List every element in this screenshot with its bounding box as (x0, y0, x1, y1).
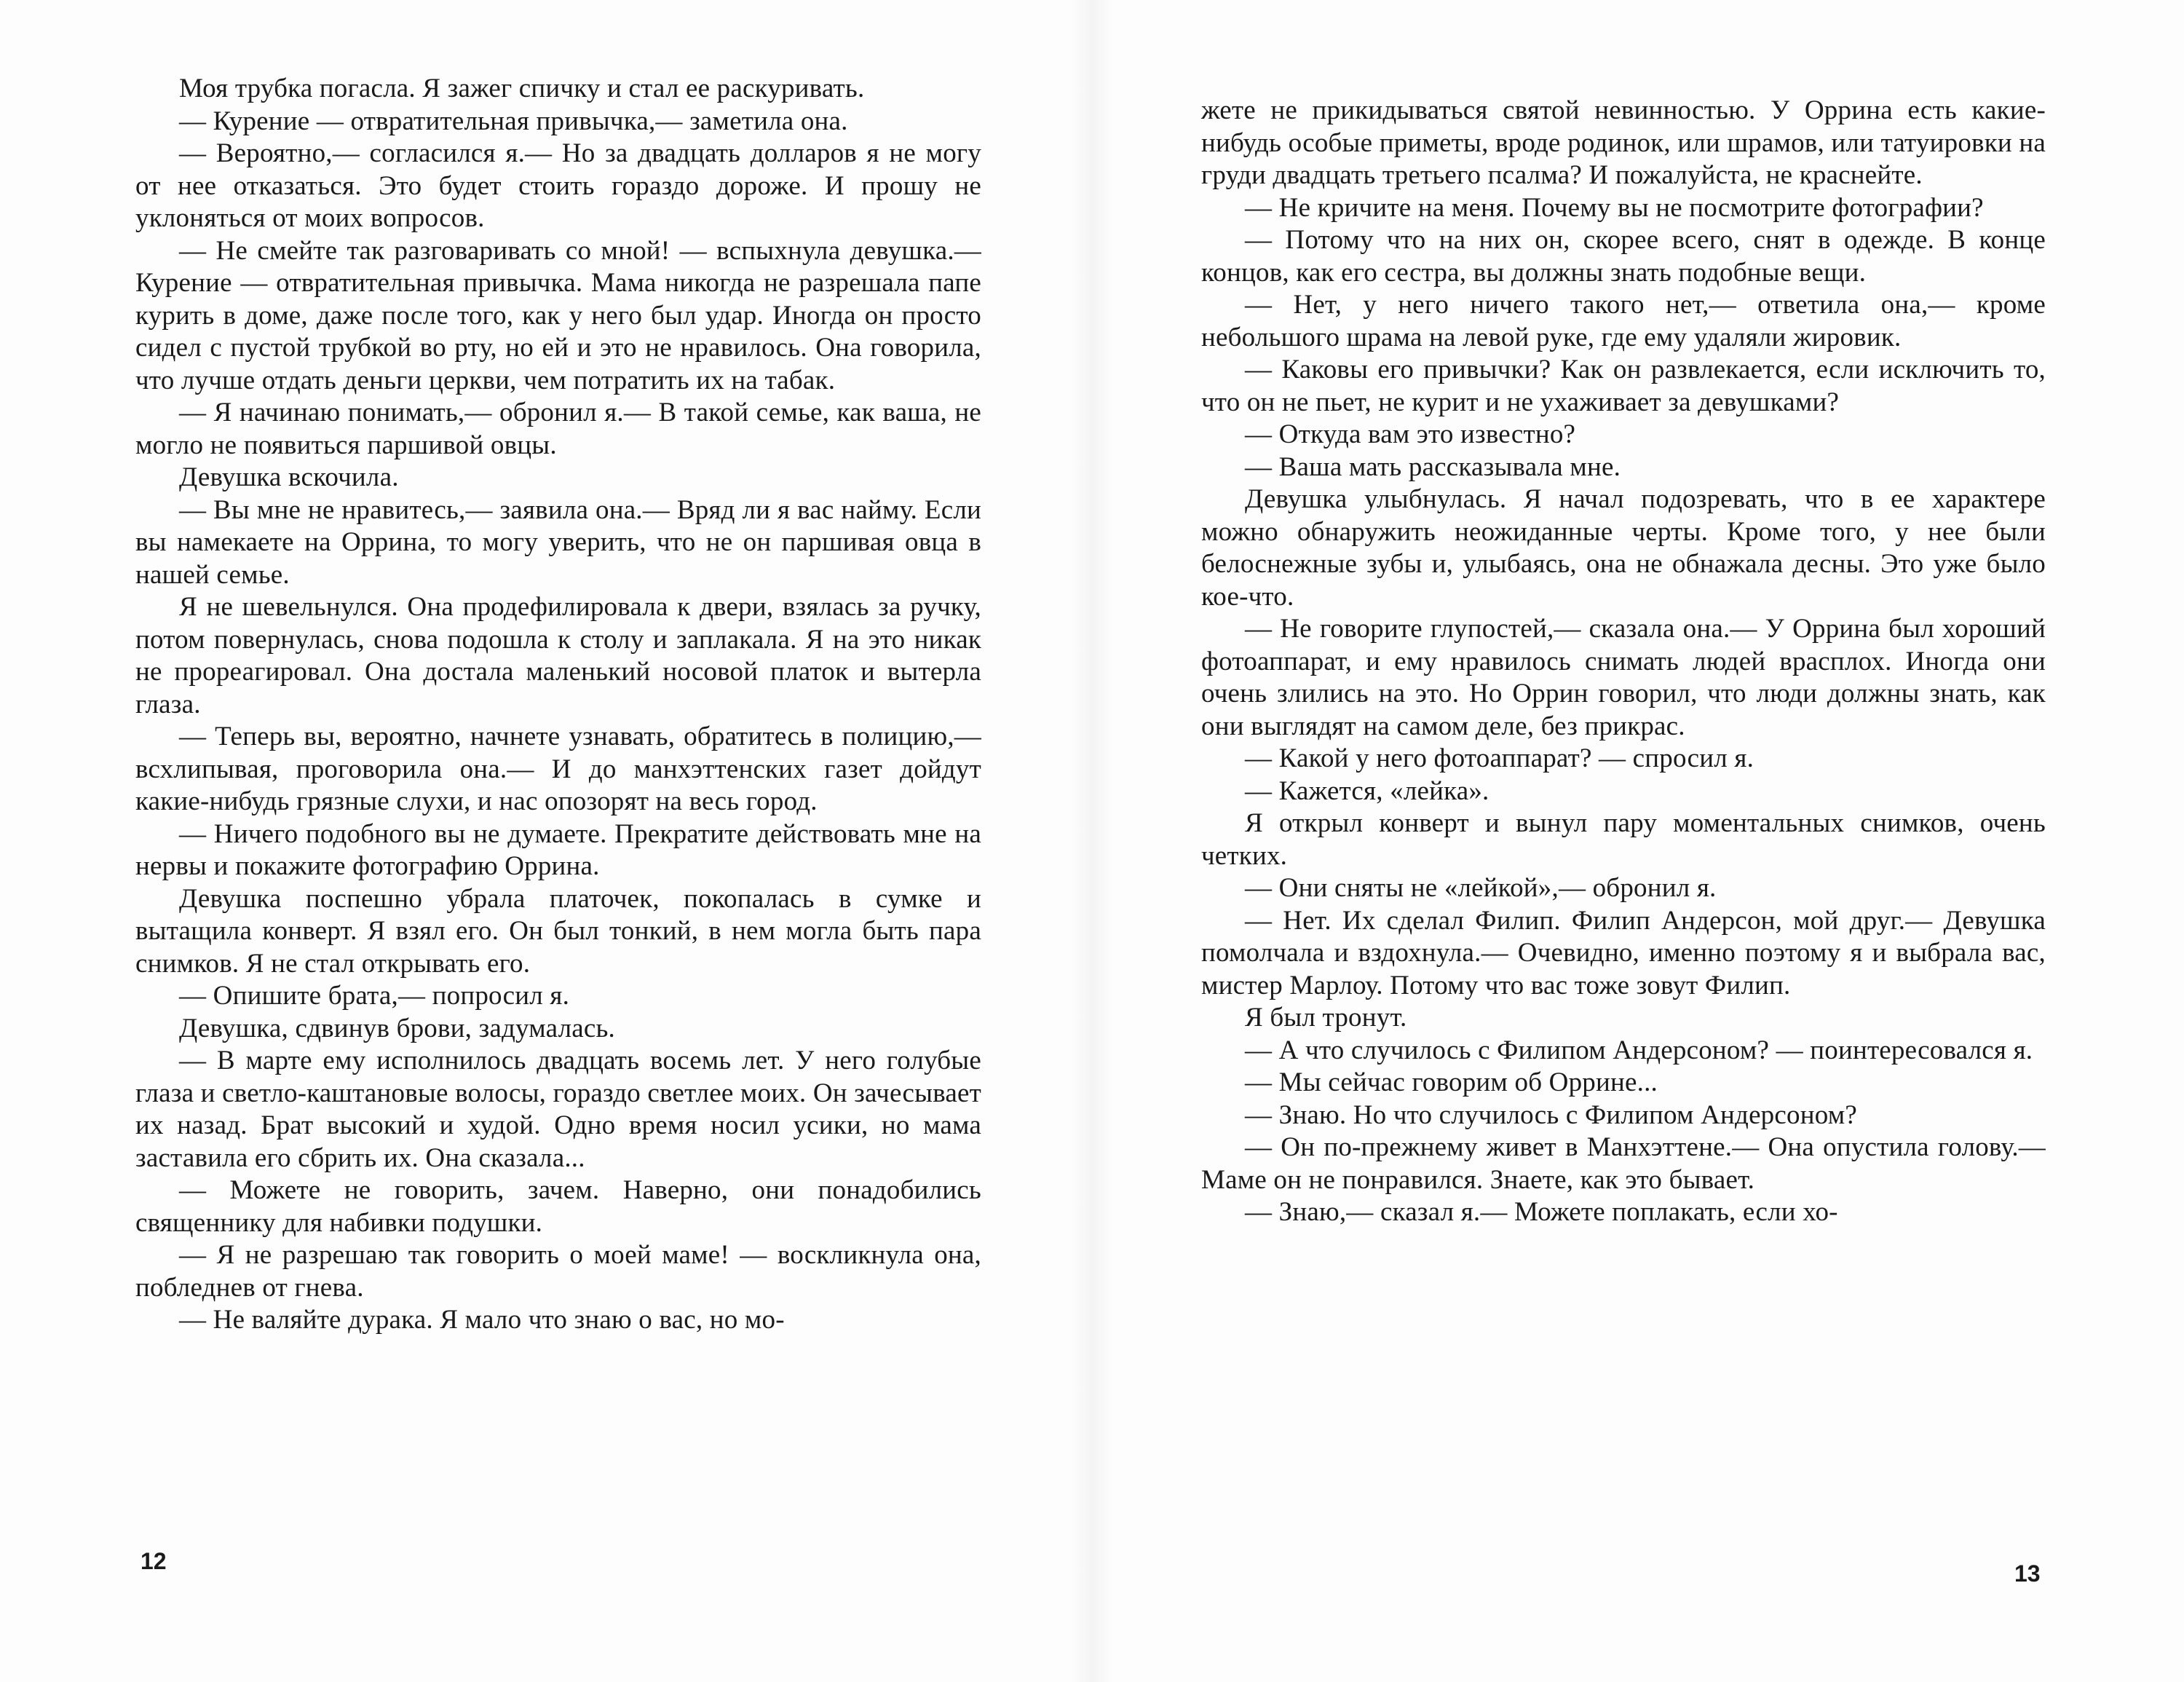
page-number-right: 13 (2014, 1560, 2041, 1587)
paragraph: — Знаю,— сказал я.— Можете поплакать, если хо- (1245, 1197, 1838, 1227)
paragraph: — Не смейте так разговаривать со мной! — вспыхнула девушка.— Курение — отвратительная привычка. Мама никогда не разрешала папе курить в доме, даже после того, как у него был удар. Иногда он просто сидел с пустой трубкой во рту, но ей и это не нравилось. Она говорила, что лучше отдать деньги церкви, чем потратить их на табак. (135, 235, 981, 395)
paragraph: Девушка, сдвинув брови, задумалась. (179, 1013, 615, 1043)
paragraph: — Я начинаю понимать,— обронил я.— В такой семье, как ваша, не могло не появиться паршивой овцы. (135, 398, 981, 460)
paragraph: — А что случилось с Филипом Андерсоном? — поинтересовался я. (1245, 1035, 2033, 1065)
paragraph: — Я не разрешаю так говорить о моей маме! — воскликнула она, побледнев от гнева. (135, 1240, 981, 1303)
paragraph: Я был тронут. (1245, 1003, 1407, 1033)
paragraph: — Не говорите глупостей,— сказала она.— У Оррина был хороший фотоаппарат, и ему нравилось снимать людей врасплох. Иногда они очень злились на это. Но Оррин говорил, что люди должны знать, как они выглядят на самом деле, без прикрас. (1201, 614, 2046, 741)
paragraph: — Не кричите на меня. Почему вы не посмотрите фотографии? (1245, 192, 1984, 223)
continued-paragraph: жете не прикидываться святой невинностью. У Оррина есть какие-нибудь особые приметы, вроде родинок, или шрамов, или татуировки на груди двадцать третьего псалма? И пожалуйста, не краснейте. (1201, 95, 2046, 190)
paragraph: Девушка улыбнулась. Я начал подозревать, что в ее характере можно обнаружить неожиданные черты. Кроме того, у нее были белоснежные зубы и, улыбаясь, она не обнажала десны. Это уже было кое-что. (1201, 484, 2046, 612)
paragraph: — Ваша мать рассказывала мне. (1245, 451, 1621, 482)
paragraph: — Нет, у него ничего такого нет,— ответила она,— кроме небольшого шрама на левой руке, где ему удаляли жировик. (1201, 290, 2046, 352)
paragraph: — Нет. Их сделал Филип. Филип Андерсон, мой друг.— Девушка помолчала и вздохнула.— Очевидно, именно поэтому я и выбрала вас, мистер Марлоу. Потому что вас тоже зовут Филип. (1201, 905, 2046, 1000)
paragraph: — Мы сейчас говорим об Оррине... (1245, 1067, 1658, 1097)
right-page-text (1201, 95, 2046, 1229)
paragraph: Девушка поспешно убрала платочек, покопалась в сумке и вытащила конверт. Я взял его. Он был тонкий, в нем могла быть пара снимков. Я не стал открывать его. (135, 883, 981, 979)
paragraph: — Ничего подобного вы не думаете. Прекратите действовать мне на нервы и покажите фотографию Оррина. (135, 818, 981, 881)
paragraph: Моя трубка погасла. Я зажег спичку и стал ее раскуривать. (179, 74, 865, 103)
paragraph: — Можете не говорить, зачем. Наверно, они понадобились священнику для набивки подушки. (135, 1175, 981, 1238)
paragraph: — Не валяйте дурака. Я мало что знаю о вас, но мо- (179, 1305, 785, 1335)
paragraph: — Потому что на них он, скорее всего, снят в одежде. В конце концов, как его сестра, вы должны знать подобные вещи. (1201, 225, 2046, 288)
paragraph: — Он по-прежнему живет в Манхэттене.— Она опустила голову.— Маме он не понравился. Знаете, как это бывает. (1201, 1132, 2046, 1195)
paragraph: Я открыл конверт и вынул пару моментальных снимков, очень четких. (1201, 808, 2046, 871)
paragraph: Я не шевельнулся. Она продефилировала к двери, взялась за ручку, потом повернулась, снова подошла к столу и заплакала. Я на это никак не прореагировал. Она достала маленький носовой платок и вытерла глаза. (135, 592, 981, 719)
paragraph: — Вероятно,— согласился я.— Но за двадцать долларов я не могу от нее отказаться. Это будет стоить гораздо дороже. И прошу не уклоняться от моих вопросов. (135, 138, 981, 233)
paragraph: — Каковы его привычки? Как он развлекается, если исключить то, что он не пьет, не курит и не ухаживает за девушками? (1201, 355, 2046, 417)
left-page-text (135, 73, 981, 1337)
paragraph: — Опишите брата,— попросил я. (179, 981, 570, 1011)
right-page (1092, 0, 2184, 1682)
paragraph: Девушка вскочила. (179, 462, 399, 492)
paragraph: — Вы мне не нравитесь,— заявила она.— Вряд ли я вас найму. Если вы намекаете на Оррина, то могу уверить, что не он паршивая овца в нашей семье. (135, 494, 981, 590)
paragraph: — Теперь вы, вероятно, начнете узнавать, обратитесь в полицию,— всхлипывая, проговорила она.— И до манхэттенских газет дойдут какие-нибудь грязные слухи, и нас опозорят на весь город. (135, 722, 981, 816)
paragraph: — Кажется, «лейка». (1245, 775, 1489, 806)
paragraph: — Какой у него фотоаппарат? — спросил я. (1245, 743, 1754, 773)
paragraph: — В марте ему исполнилось двадцать восемь лет. У него голубые глаза и светло-каштановые волосы, гораздо светлее моих. Он зачесывает их назад. Брат высокий и худой. Одно время носил усики, но мама заставила его сбрить их. Она сказала... (135, 1046, 981, 1173)
paragraph: — Они сняты не «лейкой»,— обронил я. (1245, 873, 1717, 903)
page-number-left: 12 (141, 1548, 167, 1574)
paragraph: — Знаю. Но что случилось с Филипом Андерсоном? (1245, 1099, 1857, 1130)
paragraph: — Откуда вам это известно? (1245, 419, 1576, 449)
paragraph: — Курение — отвратительная привычка,— заметила она. (179, 106, 848, 136)
